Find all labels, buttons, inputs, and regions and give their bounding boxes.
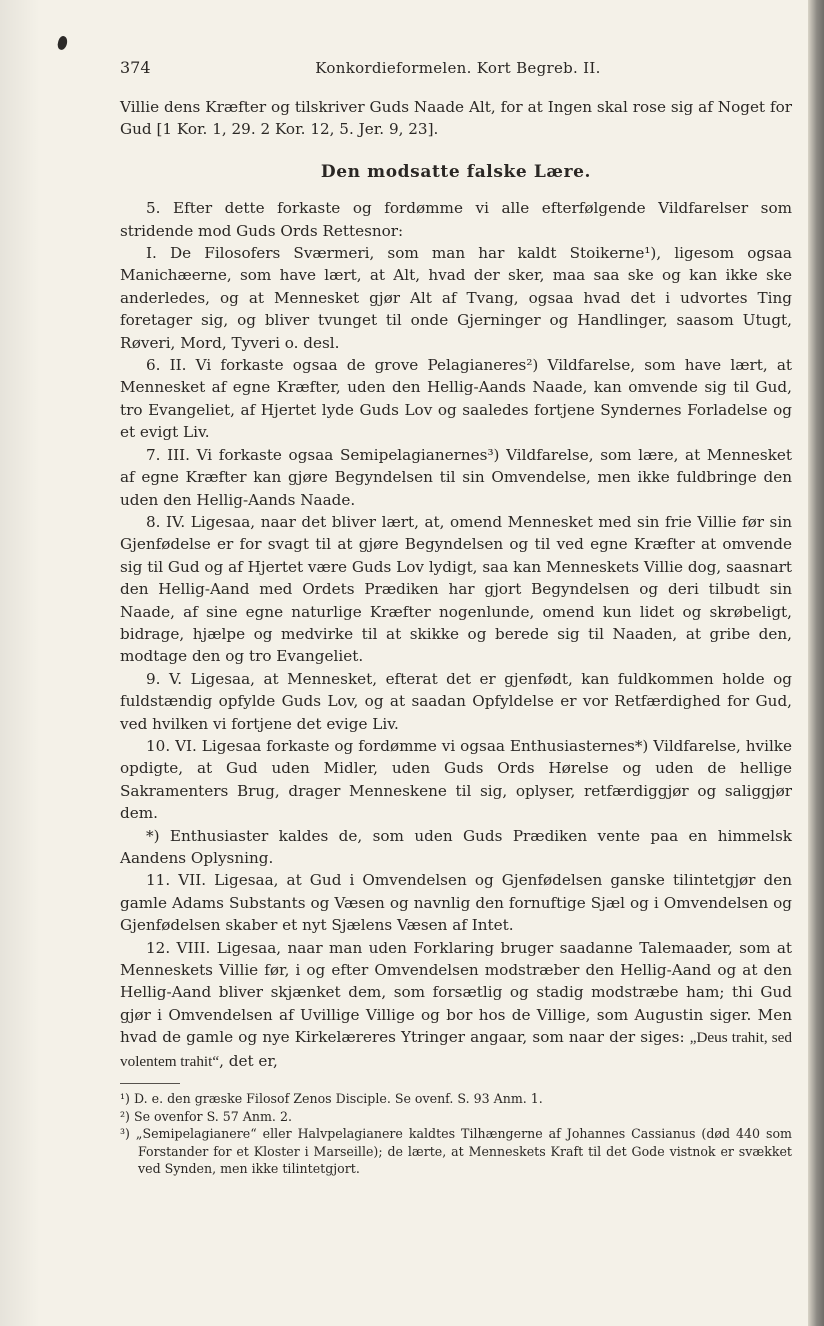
paragraph-I: I. De Filosofers Sværmeri, som man har kaldt Stoikerne¹), ligesom ogsaa Manichæerne, som have lært, at Alt, hvad der sker, maa saa ske og kan ikke ske anderledes, og at Mennesket gjør Alt af Tvang, ogsaa hvad det i udvortes Ting foretager sig, og bliver tvunget til onde Gjerninger og Handlinger, saasom Utugt, Røveri, Mord, Tyveri o. desl. <box>120 244 792 352</box>
footnote-2: ²) Se ovenfor S. 57 Anm. 2. <box>120 1108 292 1124</box>
footnote-separator <box>120 1083 180 1084</box>
section-title: Den modsatte falske Lære. <box>320 161 592 182</box>
inline-note-star: *) Enthusiaster kaldes de, som uden Guds Prædiken vente paa en himmelsk Aandens Oplysning. <box>120 826 792 867</box>
paragraph-12 <box>120 937 792 1073</box>
paragraph-5: 5. Efter dette forkaste og fordømme vi alle efterfølgende Vildfarelser som stridende mod Guds Ords Rettesnor: <box>120 199 792 240</box>
paragraph-11: 11. VII. Ligesaa, at Gud i Omvendelsen og Gjenfødelsen ganske tilintetgjør den gamle Adams Substants og Væsen og navnlig den fornuftige Sjæl og i Omvendelsen og Gjenfødelsen skaber et nyt Sjælens Væsen af Intet. <box>120 871 792 935</box>
page-edge <box>808 0 824 1326</box>
gutter-shadow <box>0 0 40 1326</box>
paragraph-6: 6. II. Vi forkaste ogsaa de grove Pelagianeres²) Vildfarelse, som have lært, at Mennesket af egne Kræfter, uden den Hellig-Aands Naade, kan omvende sig til Gud, tro Evangeliet, af Hjertet lyde Guds Lov og saaledes fortjene Syndernes Forladelse og et evigt Liv. <box>120 356 792 442</box>
paragraph-8: 8. IV. Ligesaa, naar det bliver lært, at, omend Mennesket med sin frie Villie før sin Gjenfødelse er for svagt til at gjøre Begyndelsen og til ved egne Kræfter at omvende sig til Gud og af Hjertet være Guds Lov lydigt, saa kan Menneskets Villie dog, saasnart den Hellig-Aand med Ordets Prædiken har gjort Begyndelsen og deri tilbudt sin Naade, af sine egne naturlige Kræfter nogenlunde, omend kun lidet og skrøbeligt, bidrage, hjælpe og medvirke til at skikke og berede sig til Naaden, at gribe den, modtage den og tro Evangeliet. <box>120 512 792 666</box>
ink-blot <box>56 35 69 51</box>
footnote-1: ¹) D. e. den græske Filosof Zenos Disciple. Se ovenf. S. 93 Anm. 1. <box>120 1091 543 1107</box>
paragraph-12-tail: , det er, <box>219 1051 278 1070</box>
paragraph-12-text: 12. VIII. Ligesaa, naar man uden Forklaring bruger saadanne Talemaader, som at Menneskets Villie før, i og efter Omvendelsen modstræber den Hellig-Aand og at den Hellig-Aand bliver skjænket dem, som forsætlig og stadig modstræbe ham; thi Gud gjør i Omvendelsen af Uvillige Villige og bor hos de Villige, som Augustin siger. Men hvad de gamle og nye Kirkelæreres Ytringer angaar, som naar der siges: <box>120 938 792 1047</box>
page-body <box>120 96 792 1178</box>
paragraph-10: 10. VI. Ligesaa forkaste og fordømme vi ogsaa Enthusiasternes*) Vildfarelse, hvilke opdigte, at Gud uden Midler, uden Guds Ords Hørelse og uden de hellige Sakramenters Brug, drager Menneskene til sig, oplyser, retfærdiggjør og saliggjør dem. <box>120 736 792 823</box>
footnote-3: ³) „Semipelagianere“ eller Halvpelagianere kaldtes Tilhængerne af Johannes Cassianus (død 440 som Forstander for et Kloster i Marseille); de lærte, at Menneskets Kraft til det Gode vistnok er svækket ved Synden, men ikke tilintetgjort. <box>120 1126 792 1177</box>
page-number: 374 <box>120 58 151 77</box>
paragraph-9: 9. V. Ligesaa, at Mennesket, efterat det er gjenfødt, kan fuldkommen holde og fuldstændig opfylde Guds Lov, og at saadan Opfyldelse er vor Retfærdighed for Gud, ved hvilken vi fortjene det evige Liv. <box>120 669 792 733</box>
latin-quote: „Deus trahit, sed volentem trahit“ <box>120 1029 792 1070</box>
opening-paragraph: Villie dens Kræfter og tilskriver Guds Naade Alt, for at Ingen skal rose sig af Noget for Gud [1 Kor. 1, 29. 2 Kor. 12, 5. Jer. 9, 23]. <box>120 98 792 139</box>
paragraph-7: 7. III. Vi forkaste ogsaa Semipelagianernes³) Vildfarelse, som lære, at Mennesket af egne Kræfter kan gjøre Begyndelsen til sin Omvendelse, men ikke fuldbringe den uden den Hellig-Aands Naade. <box>120 445 792 509</box>
running-head: Konkordieformelen. Kort Begreb. II. <box>315 59 601 77</box>
page-header <box>120 58 796 82</box>
footnotes <box>120 1090 792 1178</box>
